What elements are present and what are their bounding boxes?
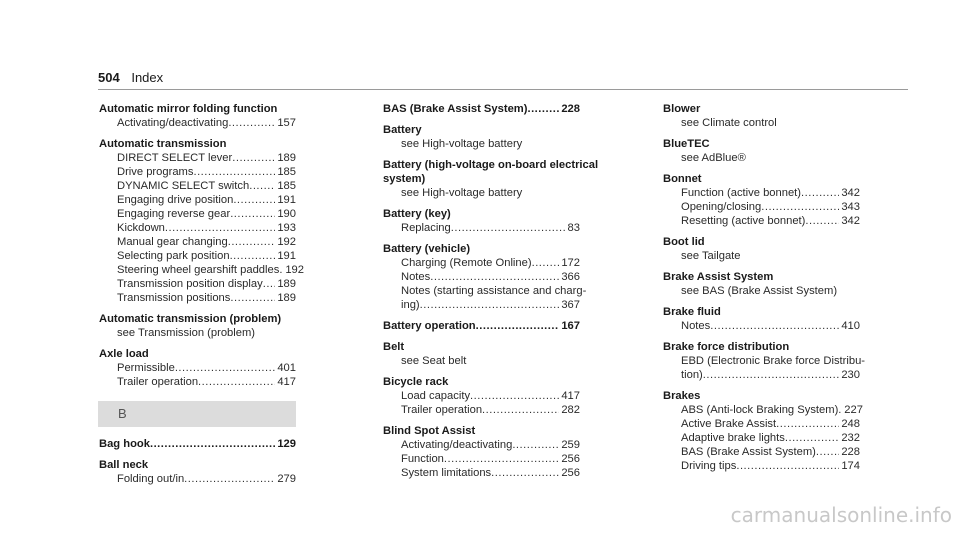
dot-leader <box>232 151 275 165</box>
index-heading[interactable] <box>383 158 599 172</box>
entry-text: Ball neck <box>99 459 149 471</box>
dot-leader <box>198 375 275 389</box>
entry-text: Load capacity <box>401 390 471 402</box>
entry-text: Kickdown <box>117 222 165 234</box>
index-heading[interactable] <box>663 235 860 249</box>
entry-text: Brakes <box>663 390 701 402</box>
entry-text: Transmission positions <box>117 292 231 304</box>
index-heading[interactable] <box>663 305 860 319</box>
entry-text: Bonnet <box>663 173 702 185</box>
page-reference[interactable]: 401 <box>277 362 296 374</box>
page-reference[interactable]: 83 <box>567 222 580 234</box>
entry-text: ing) <box>401 299 420 311</box>
page-reference[interactable]: 129 <box>277 438 296 450</box>
index-subentry[interactable] <box>99 277 296 291</box>
entry-text: Brake fluid <box>663 306 721 318</box>
index-heading[interactable] <box>383 340 580 354</box>
index-subentry[interactable] <box>383 389 580 403</box>
page-reference[interactable]: 193 <box>277 222 296 234</box>
dot-leader <box>193 165 275 179</box>
page-reference[interactable]: 189 <box>277 278 296 290</box>
page-reference[interactable]: 189 <box>277 292 296 304</box>
entry-text: Battery (high-voltage on-board electrical <box>383 159 599 171</box>
index-entry <box>383 319 580 333</box>
page-reference[interactable]: 342 <box>841 215 860 227</box>
index-entry <box>663 389 863 473</box>
dot-leader <box>150 437 275 451</box>
entry-text: BlueTEC <box>663 138 710 150</box>
entry-text: Axle load <box>99 348 149 360</box>
entry-text: Engaging reverse gear <box>117 208 231 220</box>
entry-text: Resetting (active bonnet) <box>681 215 806 227</box>
page-reference[interactable]: 157 <box>277 117 296 129</box>
index-entry <box>383 424 580 480</box>
index-subentry[interactable] <box>99 179 296 193</box>
dot-leader <box>816 445 839 459</box>
index-entry <box>383 340 580 368</box>
index-subentry[interactable] <box>99 116 296 130</box>
index-heading[interactable] <box>663 102 860 116</box>
entry-text: Blower <box>663 103 701 115</box>
index-entry <box>663 102 860 130</box>
index-heading[interactable] <box>663 172 860 186</box>
index-subentry[interactable] <box>99 235 296 249</box>
entry-text: see Tailgate <box>681 250 741 262</box>
entry-text: Notes (starting assistance and charg- <box>401 285 587 297</box>
index-column-3 <box>663 102 866 480</box>
index-heading[interactable] <box>383 375 580 389</box>
dot-leader <box>228 235 276 249</box>
dot-leader <box>228 116 275 130</box>
watermark: carmanualsonline.info <box>730 503 952 527</box>
index-subentry[interactable] <box>99 361 296 375</box>
index-subentry[interactable] <box>383 256 580 270</box>
index-column-1 <box>99 102 304 493</box>
index-subentry[interactable] <box>383 186 580 200</box>
page-reference[interactable]: 192 <box>277 236 296 248</box>
entry-text: Activating/deactivating <box>117 117 229 129</box>
entry-text: Bag hook <box>99 438 150 450</box>
index-subentry[interactable] <box>663 151 860 165</box>
entry-text: Drive programs <box>117 166 194 178</box>
page-reference[interactable]: 185 <box>277 180 296 192</box>
page-reference[interactable]: 174 <box>841 460 860 472</box>
entry-text: BAS (Brake Assist System) <box>383 103 528 115</box>
entry-text: Battery (vehicle) <box>383 243 471 255</box>
index-subentry[interactable] <box>383 403 580 417</box>
index-heading[interactable] <box>383 102 580 116</box>
entry-text: Active Brake Assist <box>681 418 777 430</box>
dot-leader <box>801 186 839 200</box>
index-entry <box>383 375 580 417</box>
index-heading[interactable] <box>663 270 860 284</box>
index-heading[interactable] <box>99 458 296 472</box>
index-heading[interactable] <box>383 123 580 137</box>
page-reference[interactable]: 185 <box>277 166 296 178</box>
page-reference[interactable]: 228 <box>561 103 580 115</box>
dot-leader <box>703 368 840 382</box>
index-subentry[interactable] <box>383 354 580 368</box>
entry-text: System limitations <box>401 467 492 479</box>
index-subentry[interactable] <box>383 298 580 312</box>
entry-text: Notes <box>401 271 431 283</box>
entry-text: see High-voltage battery <box>401 187 523 199</box>
index-subentry[interactable] <box>663 249 860 263</box>
index-subentry[interactable] <box>663 445 860 459</box>
header-rule <box>98 89 908 90</box>
dot-leader <box>184 472 275 486</box>
index-subentry[interactable] <box>663 368 860 382</box>
page-reference[interactable]: 167 <box>561 320 580 332</box>
dot-leader <box>491 466 559 480</box>
page-reference[interactable]: 248 <box>841 418 860 430</box>
index-entry <box>663 340 866 382</box>
dot-leader <box>761 200 839 214</box>
index-subentry[interactable] <box>383 284 587 298</box>
index-heading[interactable] <box>383 172 580 186</box>
entry-text: Folding out/in <box>117 473 185 485</box>
page-reference[interactable]: 417 <box>561 390 580 402</box>
dot-leader <box>420 298 560 312</box>
index-entry <box>383 123 580 151</box>
index-subentry[interactable] <box>99 263 304 277</box>
entry-text: see Transmission (problem) <box>117 327 256 339</box>
entry-text: see High-voltage battery <box>401 138 523 150</box>
index-heading[interactable] <box>383 424 580 438</box>
page-reference[interactable]: 259 <box>561 439 580 451</box>
page-reference[interactable]: 227 <box>844 404 863 416</box>
entry-text: Engaging drive position <box>117 194 234 206</box>
entry-text: see AdBlue® <box>681 152 746 164</box>
dot-leader <box>527 102 559 116</box>
index-subentry[interactable] <box>663 214 860 228</box>
index-entry <box>383 102 580 116</box>
index-heading[interactable] <box>663 389 860 403</box>
dot-leader <box>710 319 839 333</box>
entry-text: Automatic mirror folding function <box>99 103 278 115</box>
entry-text: Belt <box>383 341 405 353</box>
dot-leader <box>512 438 559 452</box>
index-entry <box>383 242 587 312</box>
page-reference[interactable]: 417 <box>277 376 296 388</box>
index-subentry[interactable] <box>99 375 296 389</box>
index-subentry[interactable] <box>99 207 296 221</box>
index-heading[interactable] <box>99 347 296 361</box>
entry-text: Charging (Remote Online) <box>401 257 532 269</box>
entry-text: Automatic transmission (problem) <box>99 313 282 325</box>
dot-leader <box>476 319 560 333</box>
page-reference[interactable]: 228 <box>841 446 860 458</box>
index-subentry[interactable] <box>663 186 860 200</box>
page-reference[interactable]: 256 <box>561 467 580 479</box>
index-subentry[interactable] <box>383 452 580 466</box>
entry-text: tion) <box>681 369 703 381</box>
index-subentry[interactable] <box>383 137 580 151</box>
dot-leader <box>430 270 559 284</box>
entry-text: ABS (Anti-lock Braking System) <box>681 404 839 416</box>
index-heading[interactable] <box>663 137 860 151</box>
index-subentry[interactable] <box>663 431 860 445</box>
entry-text: Function (active bonnet) <box>681 187 802 199</box>
entry-text: Permissible <box>117 362 175 374</box>
index-subentry[interactable] <box>99 221 296 235</box>
dot-leader <box>249 179 275 193</box>
entry-text: Transmission position display <box>117 278 263 290</box>
index-heading[interactable] <box>99 437 296 451</box>
page-reference[interactable]: 343 <box>841 201 860 213</box>
dot-leader <box>230 291 275 305</box>
page-number: 504 <box>98 70 120 85</box>
page-reference[interactable]: 282 <box>561 404 580 416</box>
index-entry <box>663 172 860 228</box>
entry-text: Trailer operation <box>117 376 199 388</box>
page-reference[interactable]: 230 <box>841 369 860 381</box>
index-subentry[interactable] <box>383 270 580 284</box>
page-reference[interactable]: 342 <box>841 187 860 199</box>
index-subentry[interactable] <box>99 165 296 179</box>
dot-leader <box>776 417 839 431</box>
entry-text: Steering wheel gearshift paddles <box>117 264 280 276</box>
index-entry <box>99 312 296 340</box>
dot-leader <box>230 207 275 221</box>
index-entry <box>99 102 296 130</box>
entry-text: BAS (Brake Assist System) <box>681 446 816 458</box>
index-subentry[interactable] <box>99 291 296 305</box>
dot-leader <box>451 221 566 235</box>
entry-text: Brake force distribution <box>663 341 790 353</box>
index-heading[interactable] <box>99 137 296 151</box>
page-reference[interactable]: 366 <box>561 271 580 283</box>
entry-text: Boot lid <box>663 236 705 248</box>
dot-leader <box>165 221 275 235</box>
entry-text: Function <box>401 453 444 465</box>
section-letter-heading <box>98 401 296 427</box>
index-heading[interactable] <box>383 207 580 221</box>
dot-leader <box>532 256 560 270</box>
index-subentry[interactable] <box>663 319 860 333</box>
entry-text: Replacing <box>401 222 451 234</box>
index-subentry[interactable] <box>99 193 296 207</box>
index-entry <box>99 347 296 389</box>
page-reference[interactable]: 190 <box>277 208 296 220</box>
index-subentry[interactable] <box>383 438 580 452</box>
index-heading[interactable] <box>99 102 296 116</box>
page-reference[interactable]: 279 <box>277 473 296 485</box>
dot-leader <box>805 214 839 228</box>
entry-text: Opening/closing <box>681 201 762 213</box>
index-entry <box>663 137 860 165</box>
index-column-2 <box>383 102 599 487</box>
page-reference[interactable]: 191 <box>277 194 296 206</box>
entry-text: Battery <box>383 124 422 136</box>
page-reference[interactable]: 410 <box>841 320 860 332</box>
dot-leader <box>175 361 276 375</box>
index-entry <box>99 137 304 305</box>
entry-text: Brake Assist System <box>663 271 774 283</box>
dot-leader <box>470 389 559 403</box>
index-subentry[interactable] <box>99 249 296 263</box>
entry-text: see Climate control <box>681 117 777 129</box>
index-subentry[interactable] <box>663 200 860 214</box>
index-heading[interactable] <box>383 319 580 333</box>
index-subentry[interactable] <box>663 403 863 417</box>
section-title: Index <box>131 70 164 85</box>
entry-text: Blind Spot Assist <box>383 425 476 437</box>
entry-text: DYNAMIC SELECT switch <box>117 180 250 192</box>
entry-text: Selecting park position <box>117 250 230 262</box>
page-reference[interactable]: 367 <box>561 299 580 311</box>
page-reference[interactable]: 172 <box>561 257 580 269</box>
entry-text: see BAS (Brake Assist System) <box>681 285 838 297</box>
index-entry <box>663 305 860 333</box>
dot-leader <box>233 193 275 207</box>
entry-text: Manual gear changing <box>117 236 228 248</box>
section-letter: B <box>118 406 127 421</box>
entry-text: Trailer operation <box>401 404 483 416</box>
index-heading[interactable] <box>99 312 296 326</box>
index-subentry[interactable] <box>99 326 296 340</box>
index-subentry[interactable] <box>99 472 296 486</box>
entry-text: see Seat belt <box>401 355 467 367</box>
dot-leader <box>736 459 839 473</box>
entry-text: Bicycle rack <box>383 376 449 388</box>
entry-text: EBD (Electronic Brake force Distribu- <box>681 355 866 367</box>
index-entry <box>663 235 860 263</box>
page-header <box>98 70 908 86</box>
page-reference[interactable]: 232 <box>841 432 860 444</box>
page-reference[interactable]: 189 <box>277 152 296 164</box>
page-reference[interactable]: 192 <box>285 264 304 276</box>
dot-leader <box>444 452 559 466</box>
entry-text: Driving tips <box>681 460 737 472</box>
index-entry <box>663 270 860 298</box>
index-subentry[interactable] <box>383 221 580 235</box>
entry-text: system) <box>383 173 426 185</box>
entry-text: DIRECT SELECT lever <box>117 152 233 164</box>
index-heading[interactable] <box>663 340 860 354</box>
dot-leader <box>230 249 276 263</box>
page-reference[interactable]: 256 <box>561 453 580 465</box>
entry-text: Notes <box>681 320 711 332</box>
entry-text: Battery operation <box>383 320 476 332</box>
entry-text: Battery (key) <box>383 208 451 220</box>
index-subentry[interactable] <box>663 417 860 431</box>
entry-text: Activating/deactivating <box>401 439 513 451</box>
page-reference[interactable]: 191 <box>277 250 296 262</box>
index-entry <box>383 207 580 235</box>
index-subentry[interactable] <box>99 151 296 165</box>
entry-text: Adaptive brake lights <box>681 432 785 444</box>
index-subentry[interactable] <box>663 354 866 368</box>
index-entry <box>383 158 599 200</box>
index-heading[interactable] <box>383 242 580 256</box>
index-entry <box>99 458 296 486</box>
index-subentry[interactable] <box>663 284 860 298</box>
dot-leader <box>263 277 276 291</box>
dot-leader <box>482 403 559 417</box>
index-entry <box>99 437 296 451</box>
index-subentry[interactable] <box>383 466 580 480</box>
entry-text: Automatic transmission <box>99 138 227 150</box>
dot-leader <box>785 431 839 445</box>
index-subentry[interactable] <box>663 459 860 473</box>
index-subentry[interactable] <box>663 116 860 130</box>
